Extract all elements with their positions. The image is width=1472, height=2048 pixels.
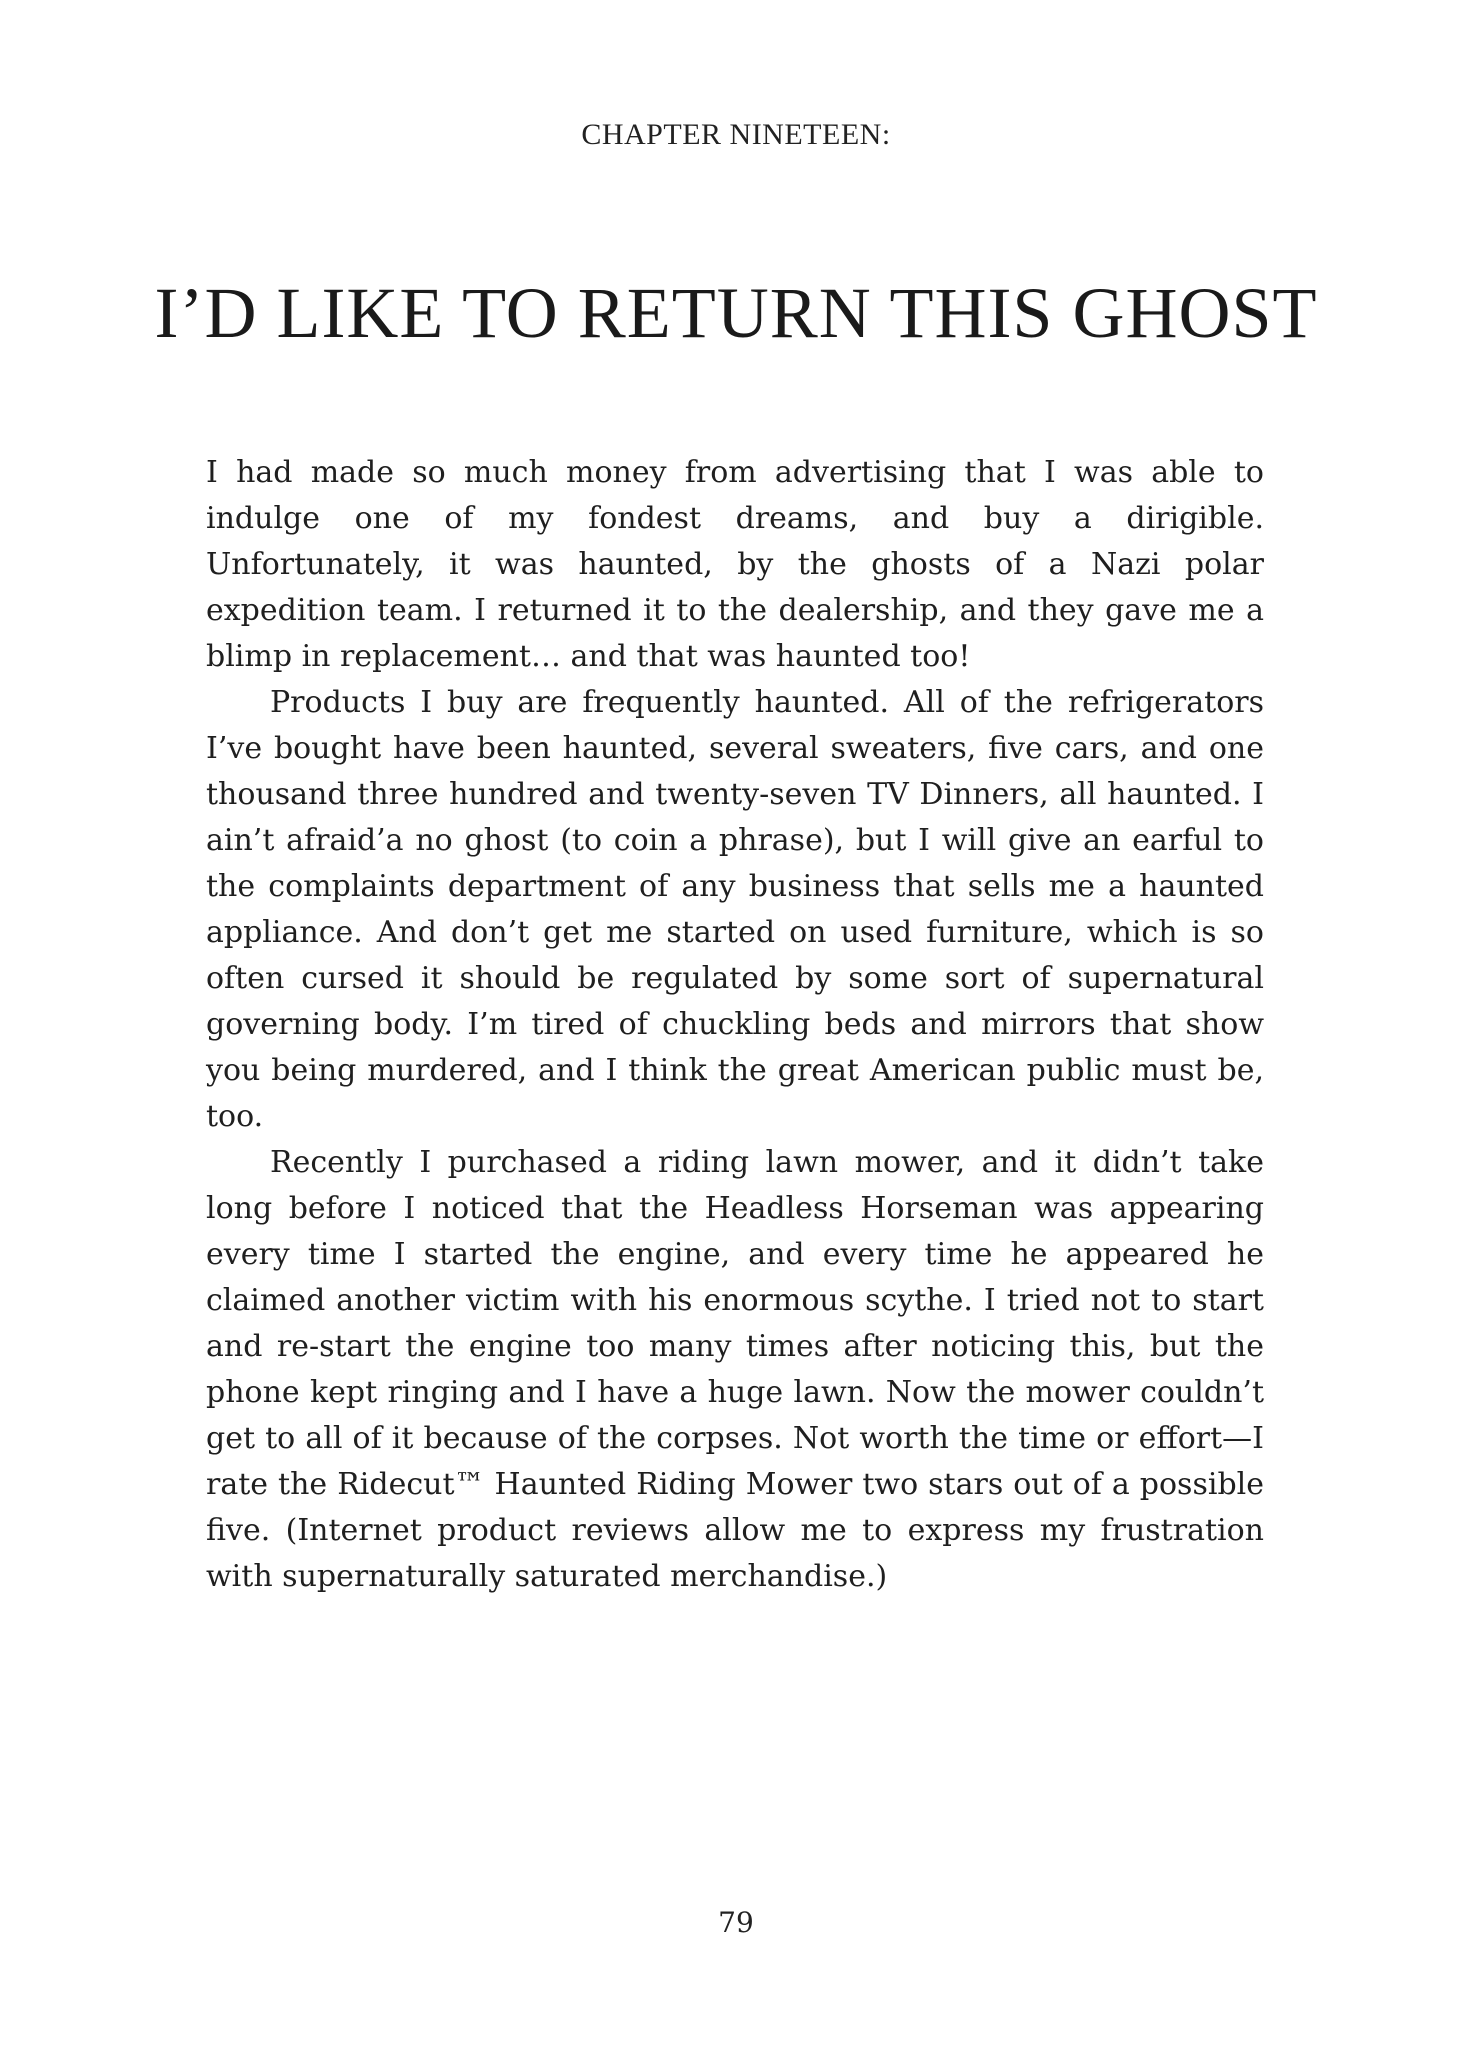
paragraph: Products I buy are frequently haunted. All of the refrigerators I’ve bought have been haunted, several sweaters, five cars, and one thousand three hundred and twenty-seven TV Dinners, all haunted. I ain’t afraid’a no ghost (to coin a phrase), but I will give an earful to the complaints department of any business that sells me a haunted appliance. And don’t get me started on used furniture, which is so often cursed it should be regulated by some sort of supernatural governing body. I’m tired of chuckling beds and mirrors that show you being murdered, and I think the great American public must be, too.: [206, 685, 1264, 1134]
chapter-title: I’D LIKE TO RETURN THIS GHOST: [154, 273, 1318, 353]
page-number: 79: [718, 1906, 754, 1939]
body-text: [206, 450, 1264, 1600]
paragraph: I had made so much money from advertising that I was able to indulge one of my fondest dreams, and buy a dirigible. Unfortunately, it was haunted, by the ghosts of a Nazi polar expedition team. I returned it to the dealership, and they gave me a blimp in replacement… and that was haunted too!: [206, 455, 1264, 674]
paragraph: Recently I purchased a riding lawn mower, and it didn’t take long before I noticed that the Headless Horseman was appearing every time I started the engine, and every time he appeared he claimed another victim with his enormous scythe. I tried not to start and re-start the engine too many times after noticing this, but the phone kept ringing and I have a huge lawn. Now the mower couldn’t get to all of it because of the corpses. Not worth the time or effort—I rate the Ridecut™ Haunted Riding Mower two stars out of a possible five. (Internet product reviews allow me to express my frustration with supernaturally saturated merchandise.): [206, 1145, 1264, 1594]
chapter-label: CHAPTER NINETEEN:: [581, 118, 891, 151]
